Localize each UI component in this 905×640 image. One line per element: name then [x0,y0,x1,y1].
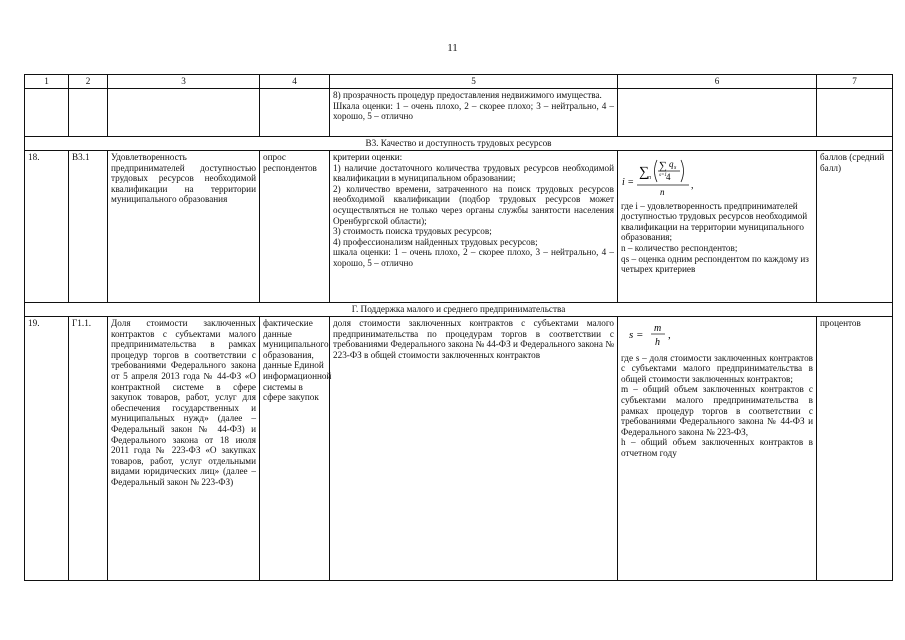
method-cell: доля стоимости заключенных контрактов с субъектами малого предпринимательства по процедурам торгов в соответствии с требованиями Федерального закона № 44-ФЗ и Федерального закона № 223-ФЗ в общей стоимости заключенных контрактов [330,317,618,581]
data-source: фактические данные муниципального образования, данные Единой информационной системы в сфере закупок [260,317,330,581]
indicator-name: Доля стоимости заключенных контрактов с субъектами малого предпринимательства в рамках процедур торгов в соответствии с требованиями Федерального закона от 5 апреля 2013 года № 44-ФЗ «О контрактной системе в сфере закупок товаров, работ, услуг для обеспечения государственных и муниципальных нужд» (далее – Федеральный закон № 44-ФЗ) и Федерального закона от 18 июля 2011 года № 223-ФЗ «О закупках товаров, работ, услуг отдельными видами юридических лиц» (далее – Федеральный закон № 223-ФЗ) [108,317,260,581]
outer-denominator: n [660,187,665,197]
section-title: В3. Качество и доступность трудовых ресурсов [25,137,893,151]
unit-cell: процентов [817,317,893,581]
indicator-code: В3.1 [69,151,108,303]
inner-denominator: 4 [666,172,671,182]
header-row [25,75,893,89]
q-subscript: s [674,165,677,171]
header-cell: 6 [618,75,817,89]
header-cell: 3 [108,75,260,89]
sum-sign-outer: ∑ [639,165,649,180]
section-row [25,137,893,151]
formula-lhs: s = [629,329,644,341]
formula-explanation: где s – доля стоимости заключенных контрактов с субъектами малого предпринимательства в общей стоимости заключенных контрактов; m – общий объем заключенных контрактов с субъектами малого предпринимательства в рамках процедур торгов в соответствии с требованиями Федерального закона № 44-ФЗ и Федерального закона № 223-ФЗ, h – общий объем заключенных контрактов в отчетном году [621,352,813,458]
header-cell: 1 [25,75,69,89]
header-cell: 5 [330,75,618,89]
sum-subscript: n [648,175,651,181]
paren-right [681,160,684,182]
formula-i [621,152,731,198]
indicator-code: Г1.1. [69,317,108,581]
q-symbol: q [669,159,674,169]
formula-denominator: h [655,337,660,348]
header-cell: 2 [69,75,108,89]
paren-left [655,160,658,182]
header-cell: 7 [817,75,893,89]
formula-numerator: m [654,323,662,334]
unit-cell: баллов (средний балл) [817,151,893,303]
formula-cell [618,151,817,303]
formula-s [621,318,711,350]
indicator-name: Удовлетворенность предпринимателей доступностью трудовых ресурсов необходимой квалификации на территории муниципального образования [108,151,260,303]
sum-sign-inner: ∑ [659,160,667,172]
sum-inner-subscript: s=1 [659,173,667,178]
table-row-19 [25,317,893,581]
row-number: 19. [25,317,69,581]
section-row [25,303,893,317]
indicator-table [24,74,893,581]
method-cell: 8) прозрачность процедур предоставления недвижимого имущества. Шкала оценки: 1 – очень плохо, 2 – скорее плохо; 3 – нейтрально, 4 – хорошо, 5 – отлично [330,89,618,137]
formula-lhs: i = [622,177,635,188]
formula-explanation: где i – удовлетворенность предпринимателей доступностью трудовых ресурсов необходимой квалификации на территории муниципального образования; n – количество респондентов; qs – оценка одним респондентом по каждому из четырех критериев [621,200,809,275]
method-cell: критерии оценки: 1) наличие достаточного количества трудовых ресурсов необходимой квалификации в муниципальном образовании; 2) количество времени, затраченного на поиск трудовых ресурсов необходимой квалификации (подбор трудовых ресурсов может осуществляться не только через органы службы занятости населения Оренбургской области); 3) стоимость поиска трудовых ресурсов; 4) профессионализм найденных трудовых ресурсов; шкала оценки: 1 – очень плохо, 2 – скорее плохо, 3 – нейтрально, 4 – хорошо, 5 – отлично [330,151,618,303]
data-source: опрос респондентов [260,151,330,303]
section-title: Г. Поддержка малого и среднего предпринимательства [25,303,893,317]
formula-cell [618,317,817,581]
header-cell: 4 [260,75,330,89]
formula-tail: , [668,329,671,341]
formula-tail: , [691,180,694,191]
page-number: 11 [447,42,458,54]
table-row-continuation [25,89,893,137]
row-number: 18. [25,151,69,303]
table-row-18 [25,151,893,303]
